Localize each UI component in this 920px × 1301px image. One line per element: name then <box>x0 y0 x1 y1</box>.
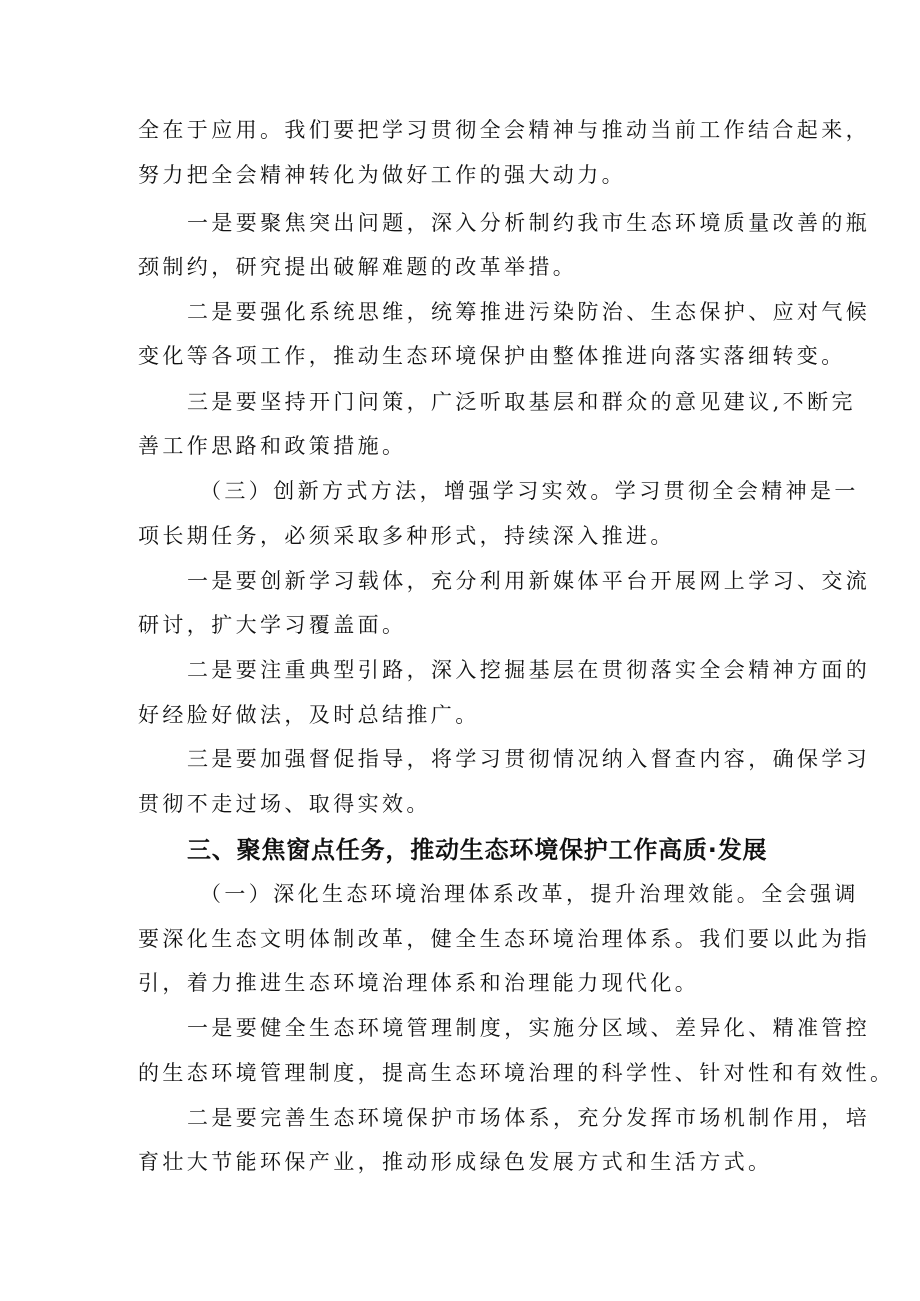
section-heading: 三、聚焦窗点任务，推动生态环境保护工作高质·发展 <box>187 836 768 864</box>
body-text-line: 一是要聚焦突出问题，深入分析制约我市生态环境质量改善的瓶 <box>187 211 871 235</box>
body-text-line: 二是要强化系统思维，统筹推进污染防治、生态保护、应对气候 <box>187 300 871 324</box>
body-text-line: 三是要坚持开门问策，广泛听取基层和群众的意见建议,不断完 <box>187 390 856 414</box>
body-text-line: 变化等各项工作，推动生态环境保护由整体推进向落实落细转变。 <box>138 344 846 368</box>
section-subheading-line: （三）创新方式方法，增强学习实效。学习贯彻全会精神是一 <box>200 479 859 503</box>
section-subheading-line: （一）深化生态环境治理体系改革，提升治理效能。全会强调 <box>200 882 859 906</box>
body-text-line: 三是要加强督促指导，将学习贯彻情况纳入督查内容，确保学习 <box>187 747 871 771</box>
body-text-line: 研讨，扩大学习覆盖面。 <box>138 613 407 637</box>
body-text-line: 颈制约，研究提出破解难题的改革举措。 <box>138 255 578 279</box>
body-text-line: 善工作思路和政策措施。 <box>138 434 407 458</box>
body-text-line: 的生态环境管理制度，提高生态环境治理的科学性、针对性和有效性。 <box>138 1061 895 1085</box>
body-text-line: 二是要注重典型引路，深入挖掘基层在贯彻落实全会精神方面的 <box>187 658 871 682</box>
body-text-line: 引，着力推进生态环境治理体系和治理能力现代化。 <box>138 971 700 995</box>
body-text-line: 好经脸好做法，及时总结推广。 <box>138 703 480 727</box>
body-text-line: 二是要完善生态环境保护市场体系，充分发挥市场机制作用，培 <box>187 1106 871 1130</box>
body-text-line: 要深化生态文明体制改革，健全生态环境治理体系。我们要以此为指 <box>138 927 870 951</box>
body-text-line: 一是要创新学习载体，充分利用新媒体平台开展网上学习、交流 <box>187 569 871 593</box>
body-text-line: 一是要健全生态环境管理制度，实施分区域、差异化、精准管控 <box>187 1016 871 1040</box>
body-text-line: 贯彻不走过场、取得实效。 <box>138 792 431 816</box>
body-text-line: 全在于应用。我们要把学习贯彻全会精神与推动当前工作结合起来， <box>138 118 870 142</box>
body-text-line: 努力把全会精神转化为做好工作的强大动力。 <box>138 163 626 187</box>
body-text-line: 育壮大节能环保产业，推动形成绿色发展方式和生活方式。 <box>138 1150 773 1174</box>
body-text-line: 项长期任务，必须采取多种形式，持续深入推进。 <box>138 524 675 548</box>
